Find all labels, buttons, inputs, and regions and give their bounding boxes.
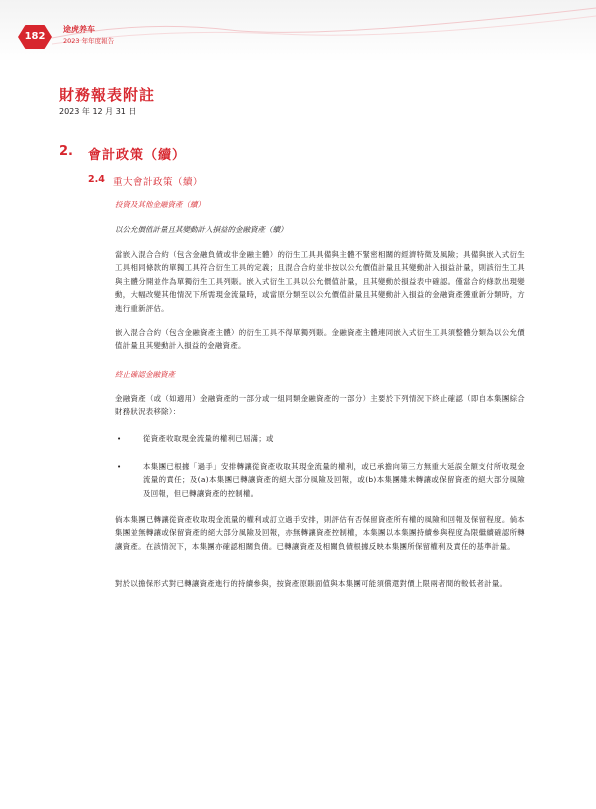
company-name: 途虎养车 (63, 25, 95, 34)
page-title: 財務報表附註 (59, 86, 156, 104)
paragraph-embedded-derivatives: 當嵌入混合合約（包含金融負債或非金融主體）的衍生工具具備與主體不緊密相關的經濟特徵及風險；具備與嵌入式衍生工具相同條款的單獨工具符合衍生工具的定義；且混合合約並非按以公允價值計量且其變動計入損益計量，則該衍生工具與主體分開並作為單獨衍生工具列賬。嵌入式衍生工具以公允價值計量，且其變動於損益表中確認。僅當合約條款出現變動，大幅改變其他情況下所需現金流量時，或當原分類至以公允價值計量且其變動計入損益的金融資產獲重新分類時，方進行重新評估。 (115, 250, 525, 313)
heading-derecognition: 終止確認金融資產 (115, 370, 175, 379)
bullet-item-1: 從資產收取現金流量的權利已屆滿；或 (143, 434, 274, 443)
header-decoration (0, 0, 596, 70)
report-title: 2023 年年度報告 (63, 37, 115, 45)
section-number: 2. (59, 144, 73, 159)
subsection-number: 2.4 (88, 174, 105, 185)
section-title: 會計政策（續） (88, 148, 187, 163)
paragraph-guarantee: 對於以擔保形式對已轉讓資產進行的持續參與，按資產原賬面值與本集團可能須償還對價上限兩者間的較低者計量。 (115, 579, 508, 588)
bullet-marker: • (117, 463, 122, 471)
heading-fvtpl: 以公允價值計量且其變動計入損益的金融資產（續） (115, 225, 288, 234)
paragraph-pass-through: 倘本集團已轉讓從資產收取現金流量的權利或訂立過手安排，則評估有否保留資產所有權的風險和回報及保留程度。倘本集團並無轉讓或保留資產的絕大部分風險及回報，亦無轉讓資產控制權，本集團以本集團持續參與程度為限繼續確認所轉讓資產。在該情況下，本集團亦確認相關負債。已轉讓資產及相關負債根據反映本集團所保留權利及責任的基準計量。 (115, 515, 525, 551)
subsection-title: 重大會計政策（續） (113, 177, 204, 188)
paragraph-derecognition-intro: 金融資產（或（如適用）金融資產的一部分或一組同類金融資產的一部分）主要於下列情況下終止確認（即自本集團綜合財務狀況表移除）： (115, 394, 525, 417)
heading-investments: 投資及其他金融資產（續） (115, 200, 205, 209)
bullet-marker: • (117, 435, 122, 443)
bullet-item-2: 本集團已根據「過手」安排轉讓從資產收取其現金流量的權利，或已承擔向第三方無重大延誤全額支付所收現金流量的責任；及(a)本集團已轉讓資產的絕大部分風險及回報，或(b)本集團雖未轉讓或保留資產的絕大部分風險及回報，但已轉讓資產的控制權。 (143, 462, 525, 498)
report-date: 2023 年 12 月 31 日 (59, 107, 137, 116)
page-number: 182 (24, 31, 46, 42)
paragraph-hybrid-contracts: 嵌入混合合約（包含金融資產主體）的衍生工具不得單獨列賬。金融資產主體連同嵌入式衍生工具須整體分類為以公允價值計量且其變動計入損益的金融資產。 (115, 328, 525, 351)
